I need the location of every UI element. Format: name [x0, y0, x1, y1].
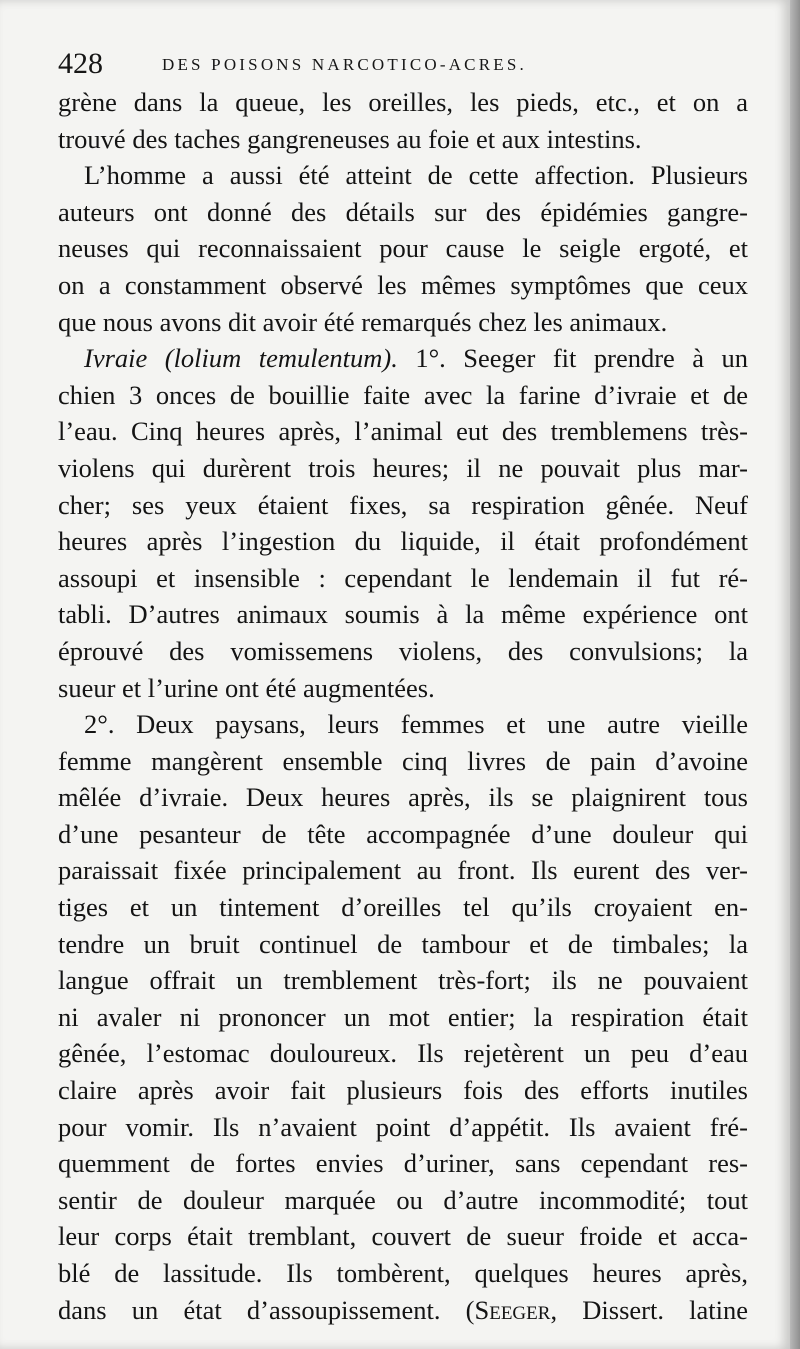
- text-line-34-before: dans un état d’assoupissement. (: [58, 1294, 475, 1325]
- text-line-5: neuses qui reconnaissaient pour cause le seigle ergoté, et: [58, 233, 748, 264]
- page-number: 428: [58, 47, 103, 80]
- text-line-16: éprouvé des vomissemens violens, des convulsions; la: [58, 635, 748, 666]
- text-line-9: chien 3 onces de bouillie faite avec la farine d’ivraie et de: [58, 379, 748, 410]
- text-line-3: L’homme a aussi été atteint de cette affection. Plusieurs: [84, 160, 748, 191]
- page-header: [58, 44, 748, 84]
- text-line-12: cher; ses yeux étaient fixes, sa respiration gênée. Neuf: [58, 489, 748, 520]
- text-line-20: mêlée d’ivraie. Deux heures après, ils se plaignirent tous: [58, 782, 748, 813]
- text-line-8: [58, 340, 748, 377]
- text-line-21: d’une pesanteur de tête accompagnée d’une douleur qui: [58, 818, 748, 849]
- text-line-24: tendre un bruit continuel de tambour et de timbales; la: [58, 928, 748, 959]
- text-line-8-rest: 1°. Seeger fit prendre à un: [397, 343, 748, 374]
- text-line-31: sentir de douleur marquée ou d’autre incommodité; tout: [58, 1184, 748, 1215]
- text-line-29: pour vomir. Ils n’avaient point d’appétit. Ils avaient fré-: [58, 1111, 748, 1142]
- page-edge-shadow: [790, 0, 800, 1349]
- text-line-32: leur corps était tremblant, couvert de sueur froide et acca-: [58, 1221, 748, 1252]
- text-line-2: trouvé des taches gangreneuses au foie et aux intestins.: [58, 123, 642, 154]
- section-heading-ivraie: Ivraie (lolium temulentum).: [84, 343, 398, 374]
- text-line-15: tabli. D’autres animaux soumis à la même expérience ont: [58, 599, 748, 630]
- text-line-13: heures après l’ingestion du liquide, il était profondément: [58, 526, 748, 557]
- text-line-23: tiges et un tintement d’oreilles tel qu’ils croyaient en-: [58, 892, 748, 923]
- text-line-34: [58, 1292, 748, 1329]
- text-line-14: assoupi et insensible : cependant le lendemain il fut ré-: [58, 562, 748, 593]
- text-line-10: l’eau. Cinq heures après, l’animal eut des tremblemens très-: [58, 416, 748, 447]
- text-line-30: quemment de fortes envies d’uriner, sans cependant res-: [58, 1148, 748, 1179]
- text-line-17: sueur et l’urine ont été augmentées.: [58, 672, 435, 703]
- text-line-33: blé de lassitude. Ils tombèrent, quelques heures après,: [58, 1258, 748, 1288]
- text-line-19: femme mangèrent ensemble cinq livres de pain d’avoine: [58, 745, 748, 776]
- text-line-6: on a constamment observé les mêmes symptômes que ceux: [58, 269, 748, 300]
- body-text: [58, 84, 748, 1328]
- text-line-26: ni avaler ni prononcer un mot entier; la respiration était: [58, 1001, 748, 1032]
- author-name-seeger: Seeger: [474, 1294, 551, 1325]
- text-line-25: langue offrait un tremblement très-fort; ils ne pouvaient: [58, 965, 748, 996]
- text-line-34-after: , Dissert. latine: [550, 1294, 748, 1325]
- running-title: DES POISONS NARCOTICO-ACRES.: [162, 55, 527, 74]
- text-line-22: paraissait fixée principalement au front. Ils eurent des ver-: [58, 855, 748, 886]
- text-line-7: que nous avons dit avoir été remarqués chez les animaux.: [58, 306, 668, 337]
- text-line-4: auteurs ont donné des détails sur des épidémies gangre-: [58, 196, 748, 227]
- text-line-1: grène dans la queue, les oreilles, les pieds, etc., et on a: [58, 87, 748, 117]
- text-line-18: 2°. Deux paysans, leurs femmes et une autre vieille: [84, 709, 748, 740]
- text-line-27: gênée, l’estomac douloureux. Ils rejetèrent un peu d’eau: [58, 1038, 748, 1069]
- text-line-11: violens qui durèrent trois heures; il ne pouvait plus mar-: [58, 452, 748, 483]
- text-line-28: claire après avoir fait plusieurs fois des efforts inutiles: [58, 1075, 748, 1106]
